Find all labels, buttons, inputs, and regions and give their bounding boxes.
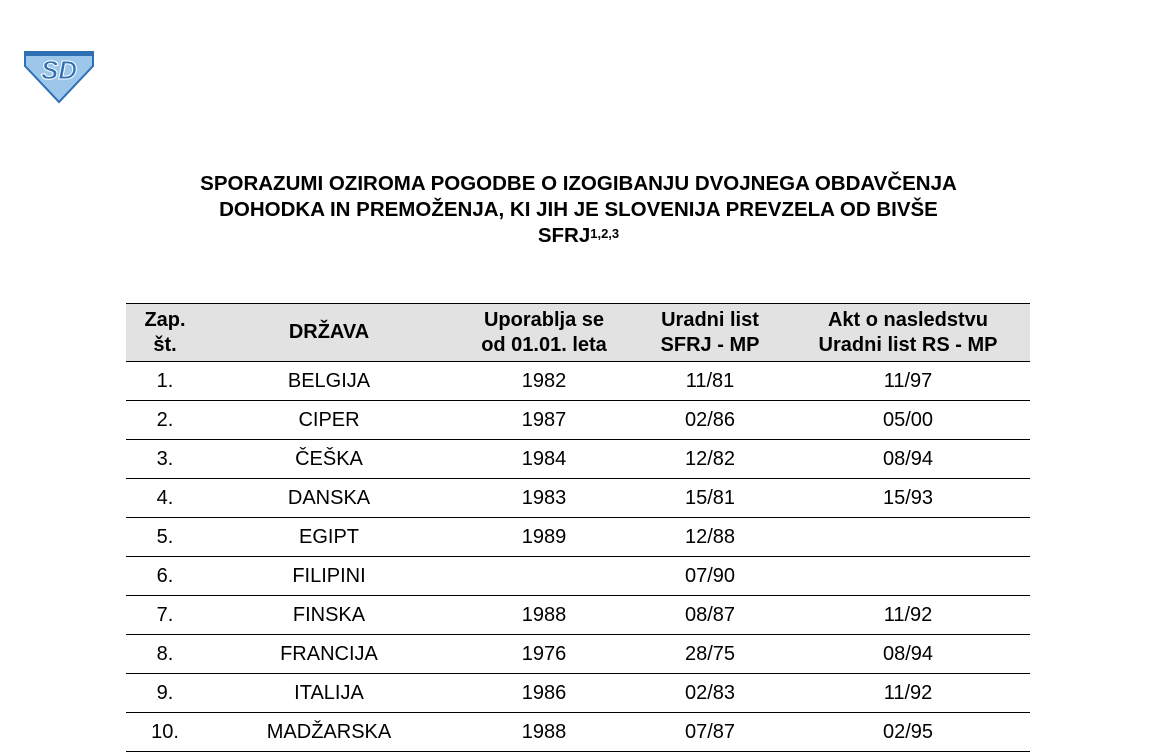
treaties-table xyxy=(126,303,1030,752)
table-row xyxy=(126,713,1030,752)
cell-applies-from: 1984 xyxy=(454,440,634,479)
cell-country: ČEŠKA xyxy=(204,440,454,479)
cell-sfrj-gazette: 12/88 xyxy=(634,518,786,557)
cell-applies-from xyxy=(454,557,634,596)
cell-succession-act: 11/92 xyxy=(786,596,1030,635)
cell-number: 4. xyxy=(126,479,204,518)
title-line-2: DOHODKA IN PREMOŽENJA, KI JIH JE SLOVENIJA PREVZELA OD BIVŠE xyxy=(219,198,938,221)
header-number: Zap. št. xyxy=(126,304,204,362)
cell-sfrj-gazette: 28/75 xyxy=(634,635,786,674)
cell-applies-from: 1986 xyxy=(454,674,634,713)
cell-succession-act: 05/00 xyxy=(786,401,1030,440)
cell-succession-act: 02/95 xyxy=(786,713,1030,752)
cell-sfrj-gazette: 07/87 xyxy=(634,713,786,752)
cell-applies-from: 1987 xyxy=(454,401,634,440)
cell-sfrj-gazette: 15/81 xyxy=(634,479,786,518)
cell-number: 8. xyxy=(126,635,204,674)
header-sfrj-gazette: Uradni list SFRJ - MP xyxy=(634,304,786,362)
cell-sfrj-gazette: 08/87 xyxy=(634,596,786,635)
cell-succession-act: 15/93 xyxy=(786,479,1030,518)
cell-country: FRANCIJA xyxy=(204,635,454,674)
cell-succession-act: 11/92 xyxy=(786,674,1030,713)
cell-number: 9. xyxy=(126,674,204,713)
table-row xyxy=(126,674,1030,713)
cell-sfrj-gazette: 07/90 xyxy=(634,557,786,596)
table-row xyxy=(126,557,1030,596)
cell-number: 10. xyxy=(126,713,204,752)
table-row xyxy=(126,635,1030,674)
table-row xyxy=(126,479,1030,518)
table-row xyxy=(126,518,1030,557)
cell-applies-from: 1976 xyxy=(454,635,634,674)
table-row xyxy=(126,596,1030,635)
cell-country: EGIPT xyxy=(204,518,454,557)
cell-sfrj-gazette: 11/81 xyxy=(634,362,786,401)
table-row xyxy=(126,401,1030,440)
cell-applies-from: 1988 xyxy=(454,596,634,635)
cell-applies-from: 1989 xyxy=(454,518,634,557)
header-applies-from: Uporablja se od 01.01. leta xyxy=(454,304,634,362)
title-line-1: SPORAZUMI OZIROMA POGODBE O IZOGIBANJU DVOJNEGA OBDAVČENJA xyxy=(200,172,957,195)
cell-country: FINSKA xyxy=(204,596,454,635)
document-title xyxy=(120,171,1037,249)
cell-country: CIPER xyxy=(204,401,454,440)
header-succession-act: Akt o nasledstvu Uradni list RS - MP xyxy=(786,304,1030,362)
table-row xyxy=(126,440,1030,479)
table-header-row xyxy=(126,304,1030,362)
cell-applies-from: 1988 xyxy=(454,713,634,752)
cell-sfrj-gazette: 12/82 xyxy=(634,440,786,479)
cell-number: 5. xyxy=(126,518,204,557)
table-row xyxy=(126,362,1030,401)
cell-country: FILIPINI xyxy=(204,557,454,596)
cell-number: 1. xyxy=(126,362,204,401)
cell-number: 3. xyxy=(126,440,204,479)
title-line-3: SFRJ$^{1,2,3}$ xyxy=(537,224,620,247)
logo-text: SD xyxy=(40,55,78,85)
cell-sfrj-gazette: 02/86 xyxy=(634,401,786,440)
cell-number: 7. xyxy=(126,596,204,635)
cell-succession-act: 08/94 xyxy=(786,635,1030,674)
cell-succession-act xyxy=(786,557,1030,596)
cell-succession-act xyxy=(786,518,1030,557)
sd-logo xyxy=(22,48,96,104)
cell-succession-act: 11/97 xyxy=(786,362,1030,401)
header-country: DRŽAVA xyxy=(204,304,454,362)
cell-applies-from: 1982 xyxy=(454,362,634,401)
cell-number: 2. xyxy=(126,401,204,440)
cell-country: DANSKA xyxy=(204,479,454,518)
cell-country: MADŽARSKA xyxy=(204,713,454,752)
cell-country: BELGIJA xyxy=(204,362,454,401)
cell-country: ITALIJA xyxy=(204,674,454,713)
cell-sfrj-gazette: 02/83 xyxy=(634,674,786,713)
cell-number: 6. xyxy=(126,557,204,596)
cell-applies-from: 1983 xyxy=(454,479,634,518)
cell-succession-act: 08/94 xyxy=(786,440,1030,479)
footnote-refs: 1,2,3 xyxy=(590,226,620,241)
